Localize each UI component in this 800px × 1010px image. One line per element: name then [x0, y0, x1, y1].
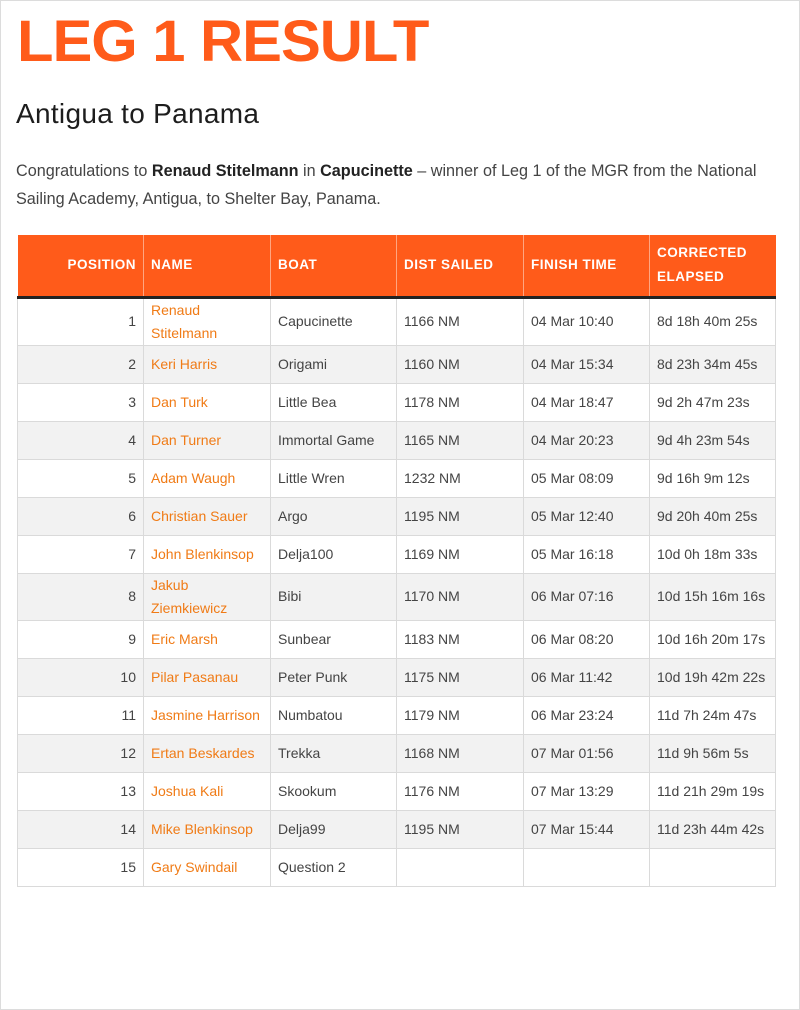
cell-finish-time: 05 Mar 16:18 — [524, 535, 650, 573]
cell-name[interactable]: Mike Blenkinsop — [144, 810, 271, 848]
cell-finish-time: 06 Mar 08:20 — [524, 620, 650, 658]
intro-prefix: Congratulations to — [16, 162, 152, 180]
cell-dist-sailed: 1166 NM — [397, 297, 524, 345]
cell-position: 1 — [18, 297, 144, 345]
cell-name[interactable]: John Blenkinsop — [144, 535, 271, 573]
cell-position: 10 — [18, 658, 144, 696]
cell-boat: Numbatou — [271, 696, 397, 734]
cell-dist-sailed: 1160 NM — [397, 345, 524, 383]
cell-corrected-elapsed — [650, 848, 776, 886]
table-row — [18, 573, 776, 620]
cell-boat: Skookum — [271, 772, 397, 810]
cell-corrected-elapsed: 11d 9h 56m 5s — [650, 734, 776, 772]
cell-position: 11 — [18, 696, 144, 734]
cell-dist-sailed: 1178 NM — [397, 383, 524, 421]
intro-paragraph — [16, 157, 786, 213]
header-finish-time: FINISH TIME — [524, 235, 650, 297]
cell-corrected-elapsed: 9d 16h 9m 12s — [650, 459, 776, 497]
cell-finish-time: 04 Mar 15:34 — [524, 345, 650, 383]
cell-corrected-elapsed: 8d 23h 34m 45s — [650, 345, 776, 383]
table-row — [18, 848, 776, 886]
intro-winner: Renaud Stitelmann — [151, 162, 299, 180]
cell-boat: Sunbear — [271, 620, 397, 658]
cell-finish-time: 05 Mar 12:40 — [524, 497, 650, 535]
cell-dist-sailed: 1195 NM — [397, 810, 524, 848]
cell-finish-time: 06 Mar 07:16 — [524, 573, 650, 620]
header-boat: BOAT — [271, 235, 397, 297]
cell-name[interactable]: Renaud Stitelmann — [144, 297, 271, 345]
cell-position: 13 — [18, 772, 144, 810]
table-row — [18, 383, 776, 421]
cell-boat: Argo — [271, 497, 397, 535]
cell-dist-sailed: 1168 NM — [397, 734, 524, 772]
cell-boat: Capucinette — [271, 297, 397, 345]
intro-suffix: – winner of Leg 1 of the MGR from the National Sailing Academy, Antigua, to Shelter Bay, Panama. — [16, 162, 757, 208]
cell-boat: Question 2 — [271, 848, 397, 886]
cell-dist-sailed: 1175 NM — [397, 658, 524, 696]
cell-position: 12 — [18, 734, 144, 772]
page-subtitle: Antigua to Panama — [16, 98, 260, 129]
table-row — [18, 620, 776, 658]
table-row — [18, 345, 776, 383]
intro-boat: Capucinette — [320, 162, 413, 180]
cell-dist-sailed: 1169 NM — [397, 535, 524, 573]
table-row — [18, 497, 776, 535]
table-header-row — [18, 235, 776, 297]
cell-corrected-elapsed: 9d 4h 23m 54s — [650, 421, 776, 459]
cell-position: 14 — [18, 810, 144, 848]
cell-finish-time: 07 Mar 15:44 — [524, 810, 650, 848]
cell-position: 8 — [18, 573, 144, 620]
cell-name[interactable]: Eric Marsh — [144, 620, 271, 658]
cell-boat: Little Wren — [271, 459, 397, 497]
cell-corrected-elapsed: 9d 20h 40m 25s — [650, 497, 776, 535]
results-body — [18, 297, 776, 886]
cell-name[interactable]: Dan Turk — [144, 383, 271, 421]
cell-name[interactable]: Keri Harris — [144, 345, 271, 383]
cell-name[interactable]: Joshua Kali — [144, 772, 271, 810]
cell-boat: Bibi — [271, 573, 397, 620]
cell-name[interactable]: Pilar Pasanau — [144, 658, 271, 696]
table-row — [18, 772, 776, 810]
cell-corrected-elapsed: 11d 7h 24m 47s — [650, 696, 776, 734]
cell-finish-time: 05 Mar 08:09 — [524, 459, 650, 497]
results-table — [17, 235, 776, 887]
cell-position: 3 — [18, 383, 144, 421]
table-row — [18, 658, 776, 696]
cell-finish-time: 07 Mar 01:56 — [524, 734, 650, 772]
cell-name[interactable]: Jakub Ziemkiewicz — [144, 573, 271, 620]
cell-finish-time: 07 Mar 13:29 — [524, 772, 650, 810]
cell-boat: Origami — [271, 345, 397, 383]
cell-dist-sailed: 1170 NM — [397, 573, 524, 620]
cell-dist-sailed: 1183 NM — [397, 620, 524, 658]
cell-name[interactable]: Gary Swindail — [144, 848, 271, 886]
table-row — [18, 297, 776, 345]
cell-finish-time: 04 Mar 10:40 — [524, 297, 650, 345]
cell-dist-sailed: 1165 NM — [397, 421, 524, 459]
cell-position: 7 — [18, 535, 144, 573]
cell-boat: Trekka — [271, 734, 397, 772]
cell-boat: Delja99 — [271, 810, 397, 848]
table-row — [18, 421, 776, 459]
header-corrected-elapsed: CORRECTED ELAPSED — [650, 235, 776, 297]
cell-position: 4 — [18, 421, 144, 459]
cell-corrected-elapsed: 11d 21h 29m 19s — [650, 772, 776, 810]
cell-finish-time: 06 Mar 23:24 — [524, 696, 650, 734]
cell-dist-sailed: 1176 NM — [397, 772, 524, 810]
table-row — [18, 459, 776, 497]
cell-name[interactable]: Adam Waugh — [144, 459, 271, 497]
cell-position: 9 — [18, 620, 144, 658]
cell-dist-sailed: 1232 NM — [397, 459, 524, 497]
cell-dist-sailed: 1179 NM — [397, 696, 524, 734]
intro-mid: in — [298, 162, 321, 180]
cell-name[interactable]: Dan Turner — [144, 421, 271, 459]
cell-finish-time: 06 Mar 11:42 — [524, 658, 650, 696]
cell-finish-time — [524, 848, 650, 886]
cell-corrected-elapsed: 11d 23h 44m 42s — [650, 810, 776, 848]
cell-finish-time: 04 Mar 18:47 — [524, 383, 650, 421]
cell-corrected-elapsed: 10d 19h 42m 22s — [650, 658, 776, 696]
table-row — [18, 696, 776, 734]
cell-position: 5 — [18, 459, 144, 497]
page-headline: LEG 1 RESULT — [17, 9, 429, 74]
header-name: NAME — [144, 235, 271, 297]
cell-finish-time: 04 Mar 20:23 — [524, 421, 650, 459]
cell-name[interactable]: Ertan Beskardes — [144, 734, 271, 772]
cell-position: 6 — [18, 497, 144, 535]
cell-corrected-elapsed: 8d 18h 40m 25s — [650, 297, 776, 345]
table-row — [18, 810, 776, 848]
table-row — [18, 734, 776, 772]
cell-corrected-elapsed: 10d 0h 18m 33s — [650, 535, 776, 573]
cell-position: 2 — [18, 345, 144, 383]
cell-name[interactable]: Jasmine Harrison — [144, 696, 271, 734]
cell-boat: Delja100 — [271, 535, 397, 573]
cell-position: 15 — [18, 848, 144, 886]
cell-boat: Peter Punk — [271, 658, 397, 696]
cell-corrected-elapsed: 10d 15h 16m 16s — [650, 573, 776, 620]
header-position: POSITION — [18, 235, 144, 297]
header-dist-sailed: DIST SAILED — [397, 235, 524, 297]
cell-dist-sailed — [397, 848, 524, 886]
cell-name[interactable]: Christian Sauer — [144, 497, 271, 535]
table-row — [18, 535, 776, 573]
cell-dist-sailed: 1195 NM — [397, 497, 524, 535]
cell-boat: Immortal Game — [271, 421, 397, 459]
cell-corrected-elapsed: 9d 2h 47m 23s — [650, 383, 776, 421]
cell-corrected-elapsed: 10d 16h 20m 17s — [650, 620, 776, 658]
cell-boat: Little Bea — [271, 383, 397, 421]
